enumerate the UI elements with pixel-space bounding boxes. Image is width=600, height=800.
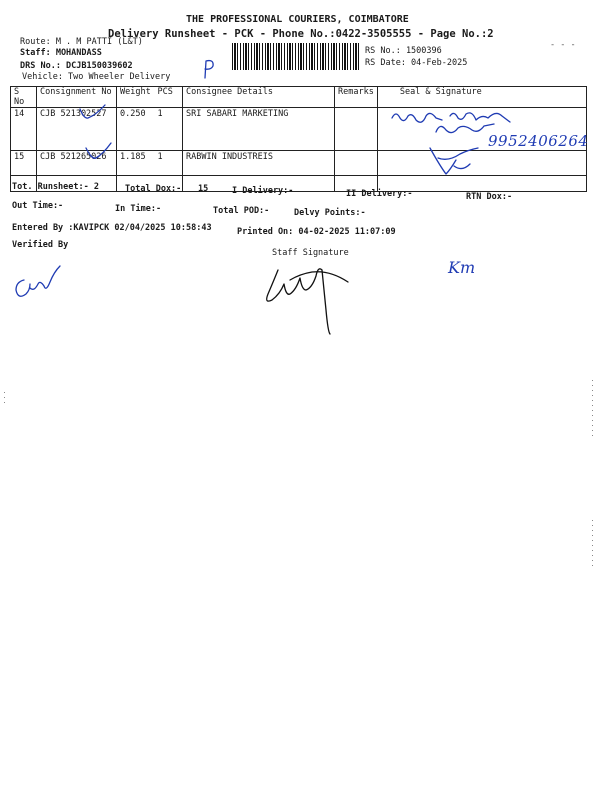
entered-by: Entered By :KAVIPCK 02/04/2025 10:58:43	[12, 223, 212, 233]
total-pod: Total POD:-	[213, 206, 270, 216]
staff-label: Staff: MOHANDASS	[20, 48, 102, 58]
delivery-points: Delvy Points:-	[294, 208, 366, 218]
cell-sno: 15	[11, 151, 37, 192]
rs-number: RS No.: 1500396	[365, 46, 442, 56]
cell-consignee: RABWIN INDUSTREIS	[183, 151, 335, 192]
checkmark-row15	[84, 142, 114, 162]
margin-dots	[592, 380, 593, 440]
handwritten-phone: 9952406264	[488, 132, 589, 150]
header-pcs: PCS	[155, 87, 183, 108]
ii-delivery: II Delivery:-	[346, 189, 413, 199]
in-time: In Time:-	[115, 204, 162, 214]
cell-weight: 1.185	[117, 151, 155, 192]
header-remarks: Remarks	[335, 87, 378, 108]
cell-consignee: SRI SABARI MARKETING	[183, 108, 335, 151]
cell-consignment: CJB 521302527	[37, 108, 117, 151]
margin-dots-left	[4, 392, 5, 404]
header-sno: S No	[11, 87, 37, 108]
barcode-image	[232, 43, 360, 70]
header-seal: Seal & Signature	[377, 87, 586, 108]
corner-mark: - - -	[550, 40, 576, 50]
table-bottom-rule	[10, 175, 587, 176]
cell-sno: 14	[11, 108, 37, 151]
handwritten-initials: Km	[448, 258, 476, 277]
receiver-signature-row15	[424, 144, 484, 178]
company-title: THE PROFESSIONAL COURIERS, COIMBATORE	[186, 14, 409, 25]
cell-pcs: 1	[155, 151, 183, 192]
out-time: Out Time:-	[12, 201, 64, 211]
cell-consignment: CJB 521265026	[37, 151, 117, 192]
header-weight: Weight	[117, 87, 155, 108]
rs-date: RS Date: 04-Feb-2025	[365, 58, 468, 68]
verified-by-label: Verified By	[12, 240, 69, 250]
checkmark-row14	[78, 103, 108, 121]
verifier-signature	[12, 262, 62, 302]
printed-on: Printed On: 04-02-2025 11:07:09	[237, 227, 396, 237]
header-consignee: Consignee Details	[183, 87, 335, 108]
vehicle-label: Vehicle: Two Wheeler Delivery	[22, 72, 171, 82]
margin-dots	[592, 520, 593, 570]
staff-signature-label: Staff Signature	[272, 248, 349, 258]
staff-signature	[260, 260, 370, 340]
cell-remarks	[335, 108, 378, 151]
cell-weight: 0.250	[117, 108, 155, 151]
handwritten-p-mark	[200, 58, 220, 80]
header-consignment: Consignment No	[37, 87, 117, 108]
route-label: Route: M . M PATTI (L&T)	[20, 37, 143, 47]
cell-pcs: 1	[155, 108, 183, 151]
total-dox-value: 15	[198, 184, 209, 194]
total-dox-label: Total Dox:-	[125, 184, 182, 194]
cell-remarks	[335, 151, 378, 192]
total-runsheet: Tot. Runsheet:- 2	[12, 182, 99, 192]
rtn-dox: RTN Dox:-	[466, 192, 513, 202]
i-delivery: I Delivery:-	[232, 186, 294, 196]
drs-number: DRS No.: DCJB150039602	[20, 61, 133, 71]
document-subtitle: Delivery Runsheet - PCK - Phone No.:0422-3505555 - Page No.:2	[108, 28, 494, 40]
